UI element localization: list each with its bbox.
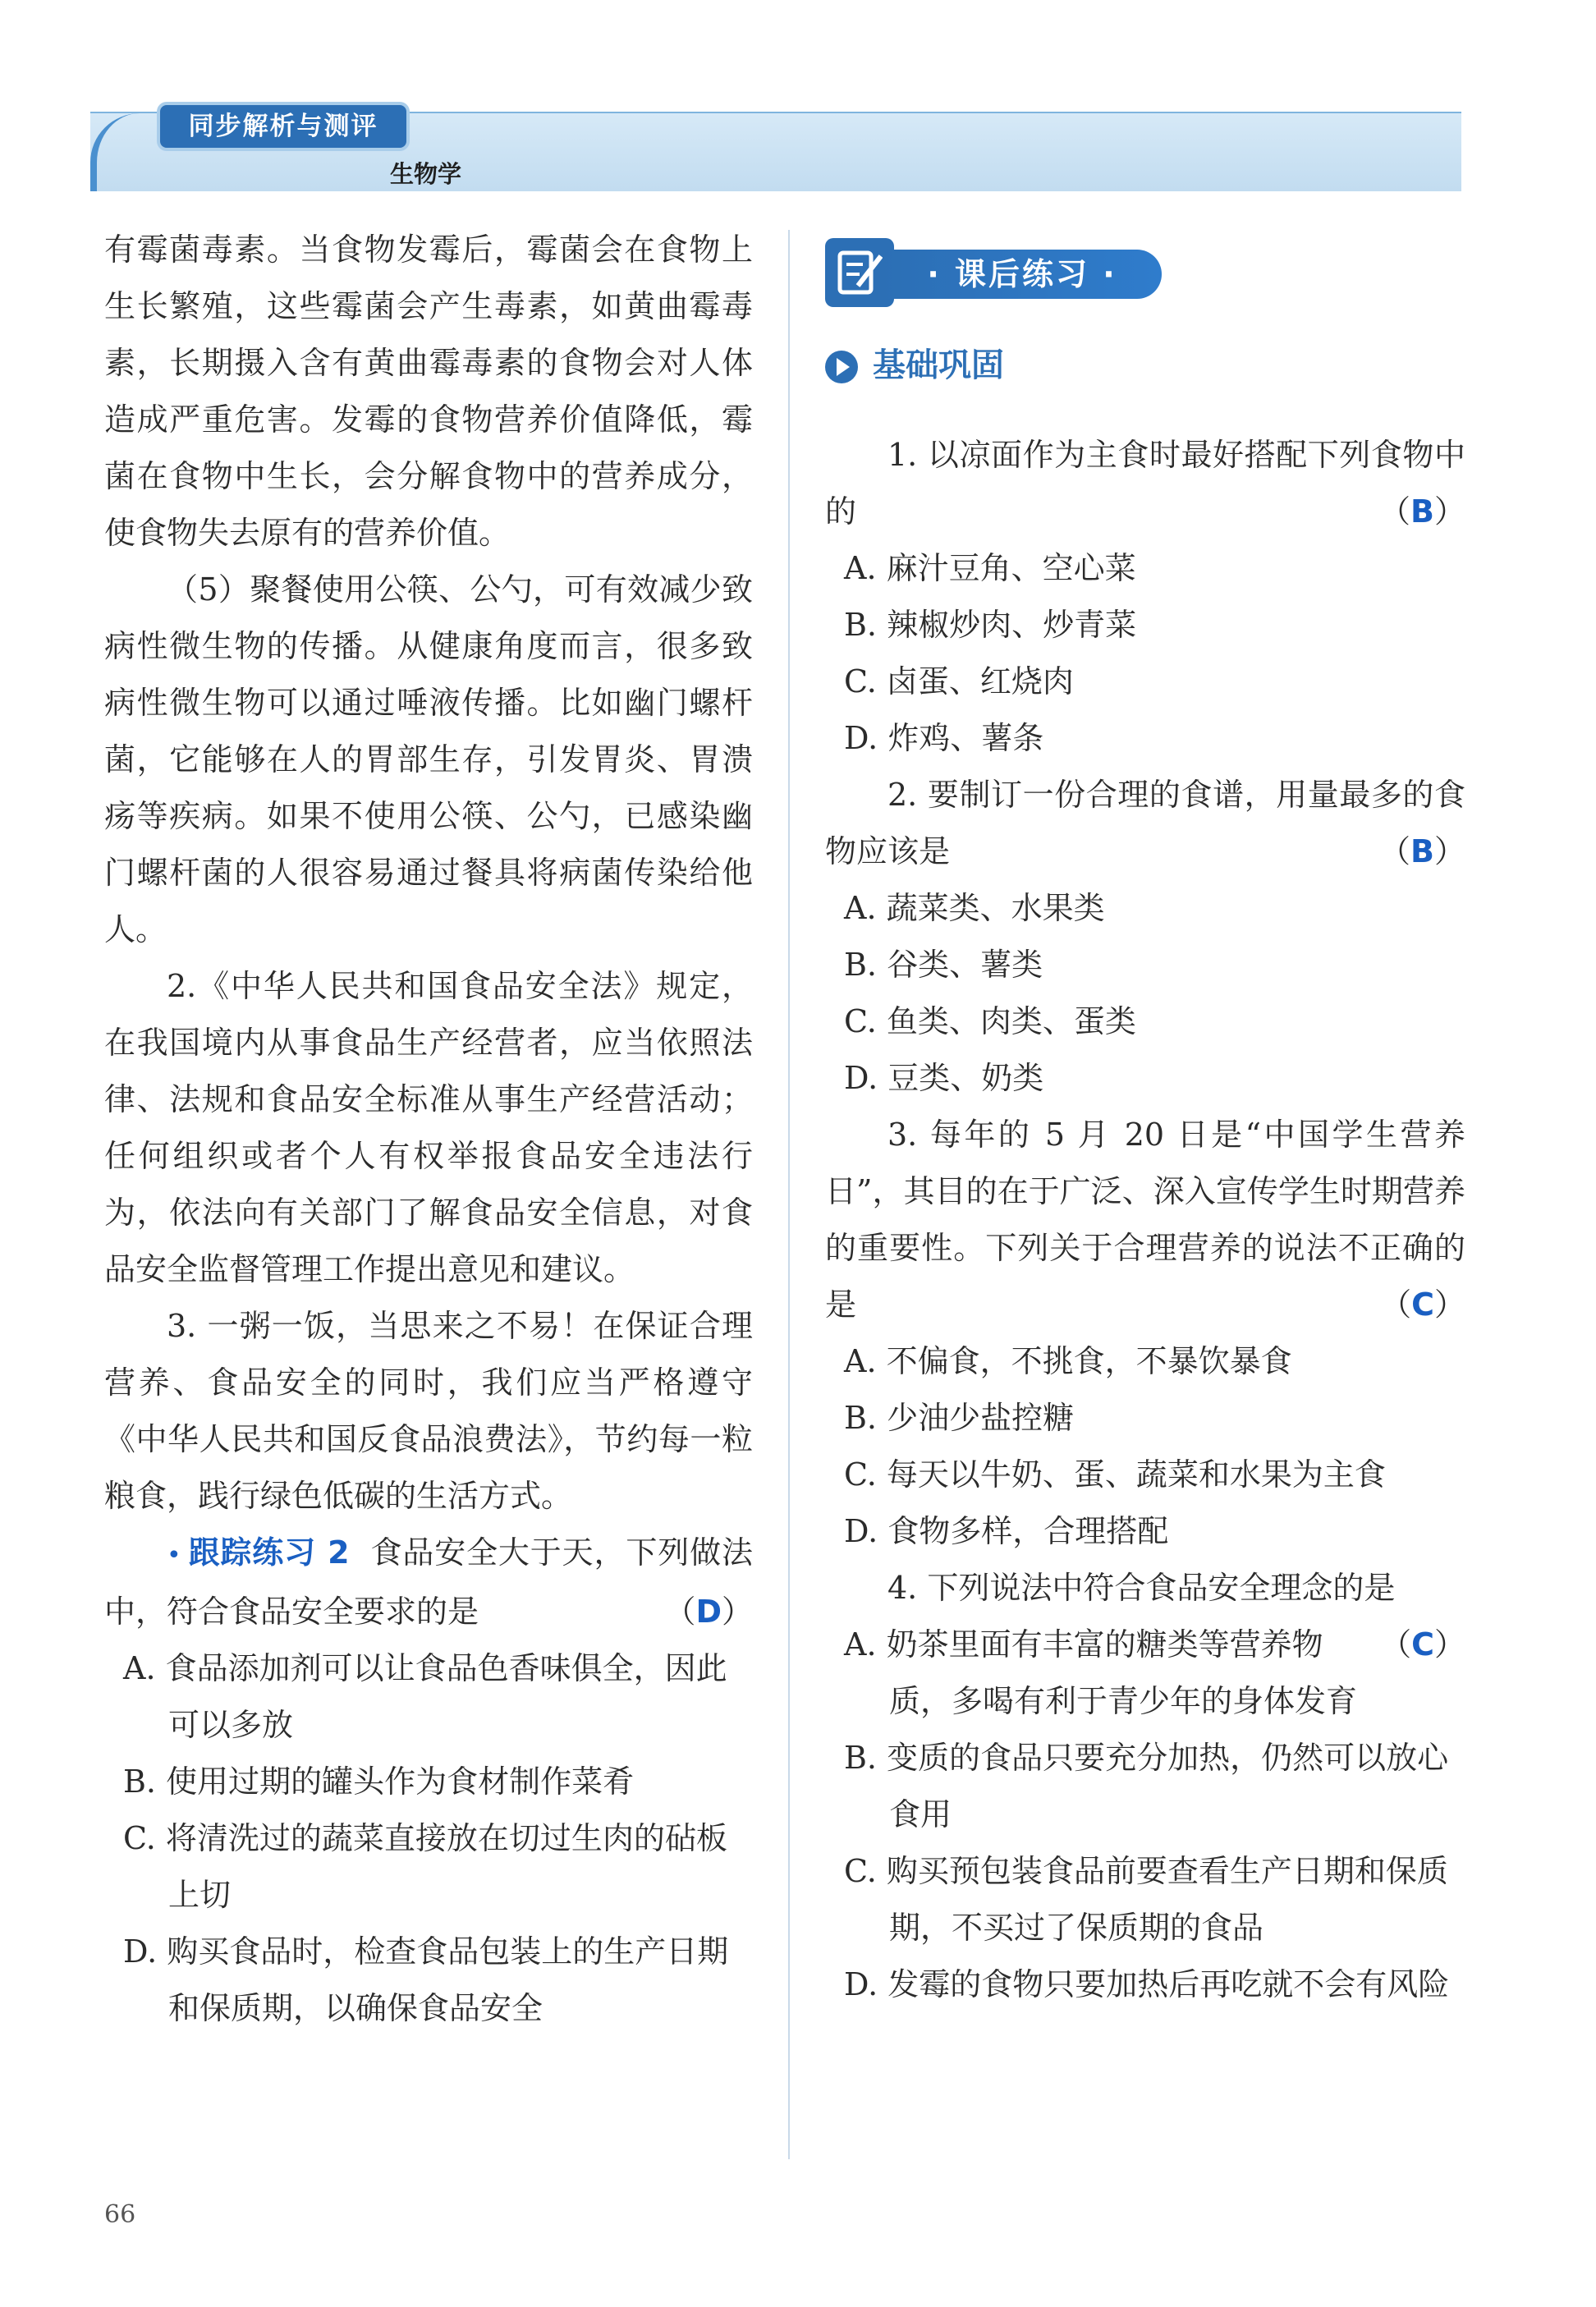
question-2-option-b: B. 谷类、薯类: [844, 947, 1043, 983]
question-4-option-d: D. 发霉的食物只要加热后再吃就不会有风险: [844, 1966, 1450, 2002]
question-1-option-c: C. 卤蛋、红烧肉: [844, 663, 1074, 699]
right-column: [825, 427, 1465, 2013]
answer-bracket: （D）: [664, 1594, 753, 1630]
tracking-option-c: C. 将清洗过的蔬菜直接放在切过生肉的砧板上切: [123, 1820, 727, 1913]
tracking-option-b: B. 使用过期的罐头作为食材制作菜肴: [123, 1764, 635, 1800]
paragraph-mold: 有霉菌毒素。当食物发霉后，霉菌会在食物上生长繁殖，这些霉菌会产生毒素，如黄曲霉毒素，长期摄入含有黄曲霉毒素的食物会对人体造成严重危害。发霉的食物营养价值降低，霉菌在食物中生长，会分解食物中的营养成分，使食物失去原有的营养价值。: [104, 232, 753, 551]
page-number: 66: [104, 2200, 136, 2229]
question-3-stem: 3. 每年的 5 月 20 日是“中国学生营养日”，其目的在于广泛、深入宣传学生时期营养的重要性。下列关于合理营养的说法不正确的是 （C）: [825, 1107, 1465, 1333]
question-1-option-a: A. 麻汁豆角、空心菜: [844, 550, 1136, 586]
paragraph-public-chopsticks: （5）聚餐使用公筷、公勺，可有效减少致病性微生物的传播。从健康角度而言，很多致病性微生物可以通过唾液传播。比如幽门螺杆菌，它能够在人的胃部生存，引发胃炎、胃溃疡等疾病。如果不使用公筷、公勺，已感染幽门螺杆菌的人很容易通过餐具将病菌传染给他人。: [104, 571, 753, 947]
answer-bracket: （C）: [1380, 1626, 1465, 1663]
question-3-option-b: B. 少油少盐控糖: [844, 1400, 1075, 1436]
column-divider: [788, 230, 790, 2159]
question-2-option-c: C. 鱼类、肉类、蛋类: [844, 1003, 1136, 1039]
question-3-option-a: A. 不偏食，不挑食，不暴饮暴食: [844, 1343, 1292, 1379]
tracking-exercise-stem: [104, 1525, 753, 1640]
question-4-option-b: B. 变质的食品只要充分加热，仍然可以放心食用: [844, 1740, 1449, 1832]
answer-bracket: （C）: [1380, 1287, 1465, 1323]
question-4-stem: 4. 下列说法中符合食品安全理念的是 （C）: [825, 1560, 1465, 1617]
paragraph-food-safety-law: 2.《中华人民共和国食品安全法》规定，在我国境内从事食品生产经营者，应当依照法律、法规和食品安全标准从事生产经营活动；任何组织或者个人有权举报食品安全违法行为，依法向有关部门了解食品安全信息，对食品安全监督管理工作提出意见和建议。: [104, 968, 753, 1287]
series-title-badge: 同步解析与测评: [160, 105, 406, 148]
question-2-option-a: A. 蔬菜类、水果类: [844, 890, 1105, 926]
subsection-title: 基础巩固: [873, 346, 1004, 384]
tracking-option-a: A. 食品添加剂可以让食品色香味俱全，因此可以多放: [123, 1650, 727, 1743]
question-2-option-d: D. 豆类、奶类: [844, 1060, 1044, 1096]
answer-letter: B: [1410, 833, 1434, 869]
section-banner: [825, 238, 1203, 312]
answer-letter: D: [695, 1594, 722, 1630]
tracking-exercise-label: 跟踪练习 2: [187, 1534, 350, 1571]
question-4-option-c: C. 购买预包装食品前要查看生产日期和保质期，不买过了保质期的食品: [844, 1853, 1448, 1946]
answer-letter: C: [1411, 1626, 1434, 1663]
answer-bracket: （B）: [1379, 833, 1465, 869]
question-4-option-a: A. 奶茶里面有丰富的糖类等营养物质，多喝有利于青少年的身体发育: [844, 1626, 1358, 1719]
left-column: [104, 222, 753, 2037]
bullet-icon: •: [167, 1541, 181, 1570]
question-1-option-d: D. 炸鸡、薯条: [844, 720, 1044, 756]
question-3-option-c: C. 每天以牛奶、蛋、蔬菜和水果为主食: [844, 1456, 1386, 1493]
subsection-heading: [825, 341, 1004, 390]
section-banner-title: · 课后练习 ·: [883, 250, 1162, 299]
question-3-option-d: D. 食物多样，合理搭配: [844, 1513, 1169, 1549]
answer-bracket: （B）: [1379, 493, 1465, 530]
answer-letter: C: [1411, 1287, 1434, 1323]
question-1-option-b: B. 辣椒炒肉、炒青菜: [844, 607, 1137, 643]
paragraph-anti-waste-law: 3. 一粥一饭，当思来之不易！在保证合理营养、食品安全的同时，我们应当严格遵守《中华人民共和国反食品浪费法》，节约每一粒粮食，践行绿色低碳的生活方式。: [104, 1308, 753, 1514]
question-2-stem: 2. 要制订一份合理的食谱，用量最多的食物应该是 （B）: [825, 767, 1465, 880]
subject-label: 生物学: [390, 160, 462, 188]
question-1-stem: 1. 以凉面作为主食时最好搭配下列食物中的 （B）: [825, 427, 1465, 540]
answer-letter: B: [1410, 493, 1434, 530]
tracking-option-d: D. 购买食品时，检查食品包装上的生产日期和保质期，以确保食品安全: [123, 1933, 729, 2026]
play-icon: [825, 351, 858, 383]
tracking-exercise-text: 食品安全大于天，下列做法中，符合食品安全要求的是: [104, 1534, 753, 1630]
